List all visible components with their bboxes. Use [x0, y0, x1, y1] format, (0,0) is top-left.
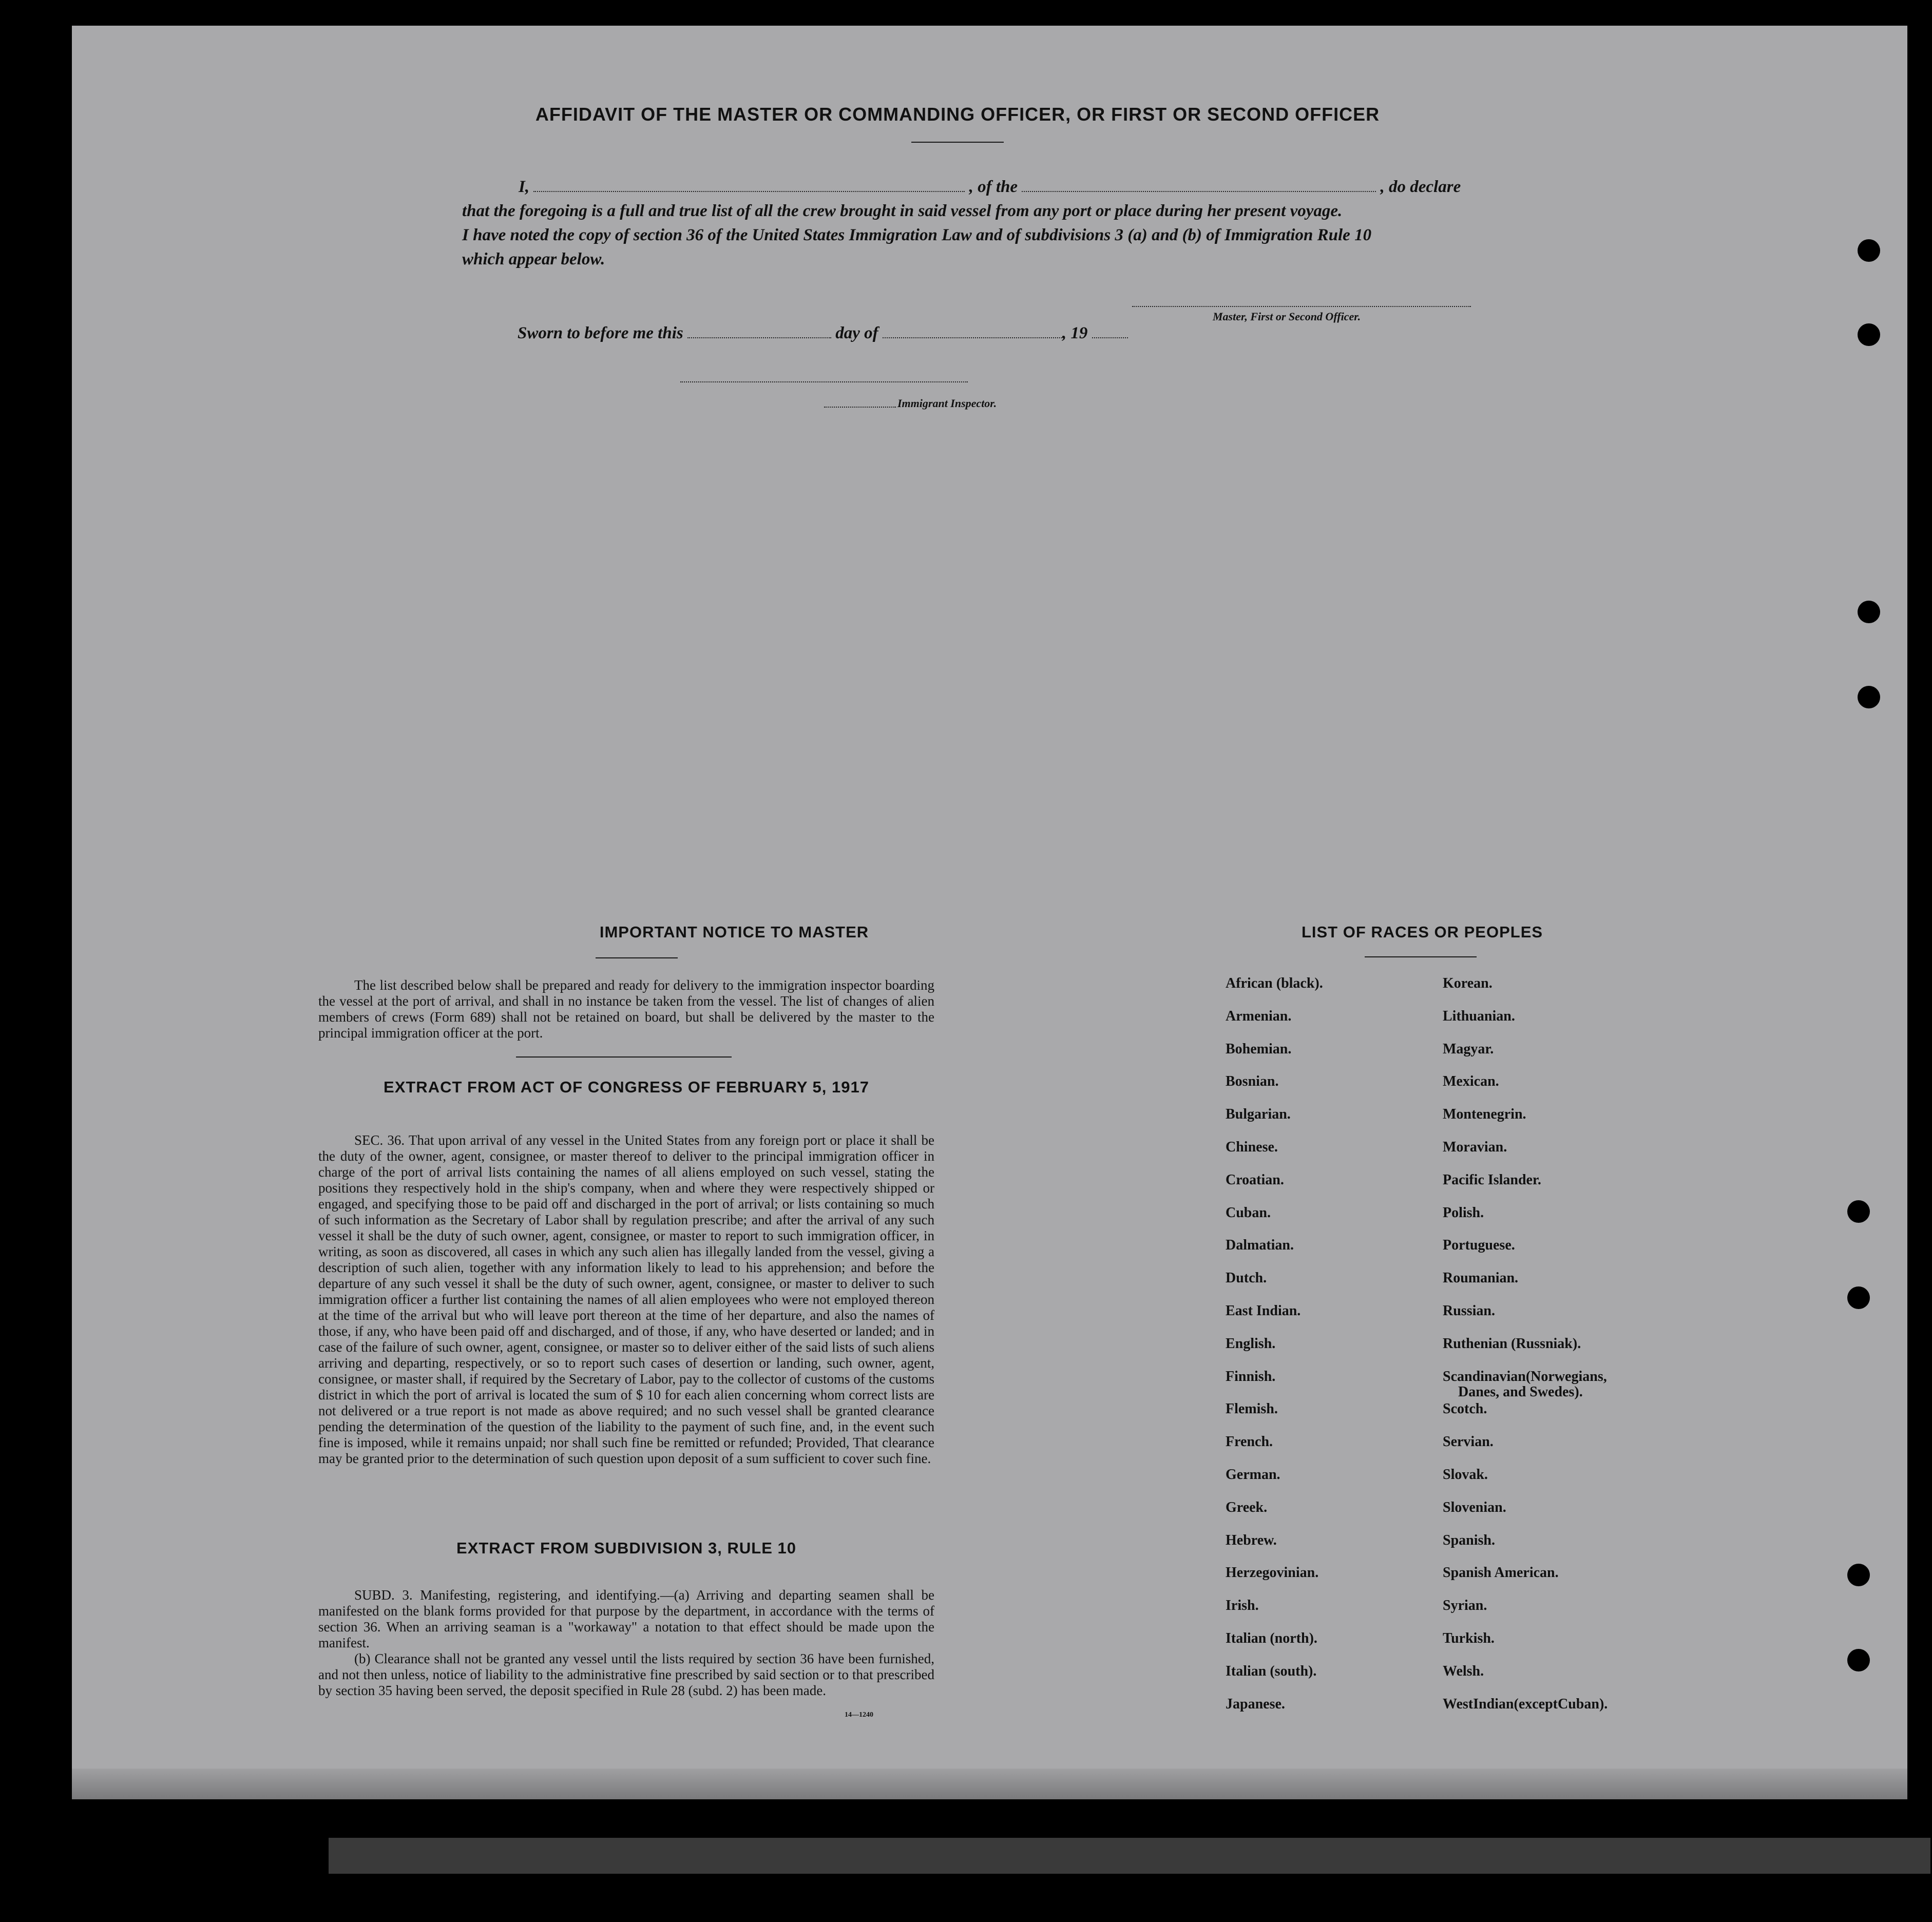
vessel-field[interactable] — [1022, 189, 1376, 192]
race-item: Polish. — [1443, 1204, 1484, 1221]
binder-hole — [1858, 239, 1880, 262]
race-item: Slovenian. — [1443, 1499, 1506, 1515]
binder-hole — [1858, 686, 1880, 708]
race-item: Pacific Islander. — [1443, 1171, 1541, 1188]
binder-hole — [1858, 323, 1880, 346]
race-item: Italian (north). — [1226, 1630, 1317, 1646]
races-title-rule — [1365, 956, 1477, 957]
race-item: Greek. — [1226, 1499, 1268, 1515]
race-item: WestIndian(exceptCuban). — [1443, 1696, 1608, 1712]
race-item: Moravian. — [1443, 1139, 1507, 1155]
races-title: LIST OF RACES OR PEOPLES — [1301, 923, 1543, 941]
act-paragraph: SEC. 36. That upon arrival of any vessel in the United States from any foreign port or place it shall be the duty of the owner, agent, consignee, or master thereof to deliver to the principal immigration officer in charge of the port of arrival lists containing the names of all aliens employed on such vessel, stating the positions they respectively hold in the ship's company, when and where they were respectively shipped or engaged, and specifying those to be paid off and discharged in the port of arrival; or lists containing so much of such information as the Secretary of Labor shall by regulation prescribe; and after the arrival of any such vessel it shall be the duty of such owner, agent, consignee, or master to report to such immigration officer, in writing, as soon as discovered, all cases in which any such alien has illegally landed from the vessel, giving a description of such alien, together with any information likely to lead to his apprehension; and before the departure of any such vessel it shall be the duty of such owner, agent, consignee, or master to deliver to such immigration officer a further list containing the names of all alien employees who were not employed thereon at the time of the arrival but who will leave port thereon at the time of her departure, and also the names of those, if any, who have been paid off and discharged, and of those, if any, who have deserted or landed; and in case of the failure of such owner, agent, consignee, or master so to deliver either of the said lists of such aliens arriving and departing, respectively, or so to report such cases of desertion or landing, such owner, agent, consignee, or master shall, if required by the Secretary of Labor, pay to the collector of customs of the customs district in which the port of arrival is located the sum of $ 10 for each alien concerning whom correct lists are not delivered or a true report is not made as above required; and no such vessel shall be granted clearance pending the determination of the question of the liability to the payment of such fine, and, in the event such fine is imposed, while it remains unpaid; nor shall such fine be remitted or refunded; Provided, That clearance may be granted prior to the determination of such question upon deposit of a sum sufficient to cover such fine. — [318, 1132, 934, 1466]
inspector-caption: Immigrant Inspector. — [897, 397, 997, 410]
binder-hole — [1847, 1564, 1870, 1586]
race-item: Chinese. — [1226, 1139, 1278, 1155]
race-item: Montenegrin. — [1443, 1106, 1526, 1123]
race-item: Welsh. — [1443, 1663, 1484, 1679]
race-item: Syrian. — [1443, 1598, 1487, 1614]
race-item: East Indian. — [1226, 1303, 1301, 1319]
race-item: Scotch. — [1443, 1401, 1487, 1417]
race-item: Spanish. — [1443, 1532, 1495, 1548]
race-item: Croatian. — [1226, 1171, 1284, 1188]
race-item: Mexican. — [1443, 1073, 1499, 1090]
notice-title-rule — [596, 957, 678, 958]
declaration-line-3: I have noted the copy of section 36 of the United States Immigration Law and of subdivisions 3 (a) and (b) of Immigration Rule 10 — [462, 226, 1372, 244]
race-item: Spanish American. — [1443, 1565, 1559, 1581]
signature-caption: Master, First or Second Officer. — [1213, 310, 1361, 323]
race-item: Flemish. — [1226, 1401, 1278, 1417]
race-item: Bohemian. — [1226, 1041, 1292, 1057]
scan-edge — [329, 1838, 1930, 1874]
race-item: Magyar. — [1443, 1041, 1494, 1057]
binder-hole — [1847, 1649, 1870, 1671]
sworn-prefix: Sworn to before me this — [518, 324, 683, 342]
race-item: Dalmatian. — [1226, 1237, 1294, 1254]
declare-suffix: , do declare — [1380, 178, 1461, 196]
inspector-line[interactable] — [680, 381, 968, 382]
notice-title: IMPORTANT NOTICE TO MASTER — [599, 923, 869, 941]
declarant-prefix: I, — [519, 178, 530, 196]
race-item: Dutch. — [1226, 1270, 1267, 1286]
notice-paragraph: The list described below shall be prepared and ready for delivery to the immigration inspector boarding the vessel at the port of arrival, and shall in no instance be taken from the vessel. The list of changes of alien members of crews (Form 689) shall not be retained on board, but shall be delivered by the master to the principal immigration officer at the port. — [318, 977, 934, 1041]
day-of-label: day of — [835, 324, 878, 342]
act-title: EXTRACT FROM ACT OF CONGRESS OF FEBRUARY 5, 1917 — [384, 1078, 869, 1096]
notice-text — [318, 977, 934, 1041]
race-item: Irish. — [1226, 1598, 1259, 1614]
race-item: Japanese. — [1226, 1696, 1285, 1712]
race-item: Scandinavian(Norwegians, — [1443, 1368, 1607, 1385]
declaration-line-1 — [519, 178, 1461, 197]
year-prefix: , 19 — [1062, 324, 1088, 342]
race-item: Ruthenian (Russniak). — [1443, 1335, 1581, 1352]
year-field[interactable] — [1092, 335, 1128, 338]
sworn-line — [518, 324, 1128, 343]
race-item: Italian (south). — [1226, 1663, 1317, 1679]
notice-rule — [516, 1056, 732, 1058]
day-field[interactable] — [687, 335, 831, 338]
rule-text — [318, 1587, 934, 1699]
binder-hole — [1858, 601, 1880, 623]
race-item: Cuban. — [1226, 1204, 1271, 1221]
rule-paragraph-a: SUBD. 3. Manifesting, registering, and identifying.—(a) Arriving and departing seamen shall be manifested on the blank forms provided for that purpose by the department, in accordance with the terms of section 36. When an arriving seaman is a "workaway" a notation to that effect should be made upon the manifest. — [318, 1587, 934, 1650]
race-item: German. — [1226, 1467, 1280, 1483]
race-item: Hebrew. — [1226, 1532, 1277, 1548]
race-item: Finnish. — [1226, 1368, 1276, 1385]
signature-line[interactable] — [1132, 306, 1471, 307]
race-item: Armenian. — [1226, 1008, 1292, 1024]
month-field[interactable] — [883, 335, 1062, 338]
page-shadow — [72, 1769, 1907, 1799]
document-page — [72, 26, 1907, 1799]
race-item: Russian. — [1443, 1303, 1495, 1319]
race-item: Turkish. — [1443, 1630, 1495, 1646]
name-field[interactable] — [533, 189, 965, 192]
race-item: English. — [1226, 1335, 1276, 1352]
act-text — [318, 1132, 934, 1467]
race-item: Servian. — [1443, 1434, 1494, 1450]
vessel-prefix: , of the — [969, 178, 1018, 196]
race-item: Korean. — [1443, 975, 1493, 991]
rule-title: EXTRACT FROM SUBDIVISION 3, RULE 10 — [456, 1539, 796, 1557]
race-item-continuation: Danes, and Swedes). — [1458, 1383, 1583, 1400]
declaration-line-2: that the foregoing is a full and true list of all the crew brought in said vessel from any port or place during her present voyage. — [462, 202, 1343, 220]
race-item: African (black). — [1226, 975, 1323, 991]
race-item: Slovak. — [1443, 1467, 1488, 1483]
affidavit-title: AFFIDAVIT OF THE MASTER OR COMMANDING OFFICER, OR FIRST OR SECOND OFFICER — [535, 104, 1380, 125]
declaration-line-4: which appear below. — [462, 250, 605, 268]
race-item: French. — [1226, 1434, 1273, 1450]
inspector-short-line — [824, 407, 896, 408]
form-number: 14—1240 — [845, 1711, 873, 1719]
race-item: Lithuanian. — [1443, 1008, 1515, 1024]
race-item: Bulgarian. — [1226, 1106, 1291, 1123]
rule-paragraph-b: (b) Clearance shall not be granted any vessel until the lists required by section 36 have been furnished, and not then unless, notice of liability to the administrative fine prescribed by said section or to that prescribed by section 35 having been served, the deposit specified in Rule 28 (subd. 2) has been made. — [318, 1651, 934, 1698]
race-item: Portuguese. — [1443, 1237, 1515, 1254]
race-item: Herzegovinian. — [1226, 1565, 1319, 1581]
race-item: Roumanian. — [1443, 1270, 1519, 1286]
binder-hole — [1847, 1200, 1870, 1223]
race-item: Bosnian. — [1226, 1073, 1279, 1090]
title-rule — [911, 142, 1004, 143]
binder-hole — [1847, 1286, 1870, 1309]
